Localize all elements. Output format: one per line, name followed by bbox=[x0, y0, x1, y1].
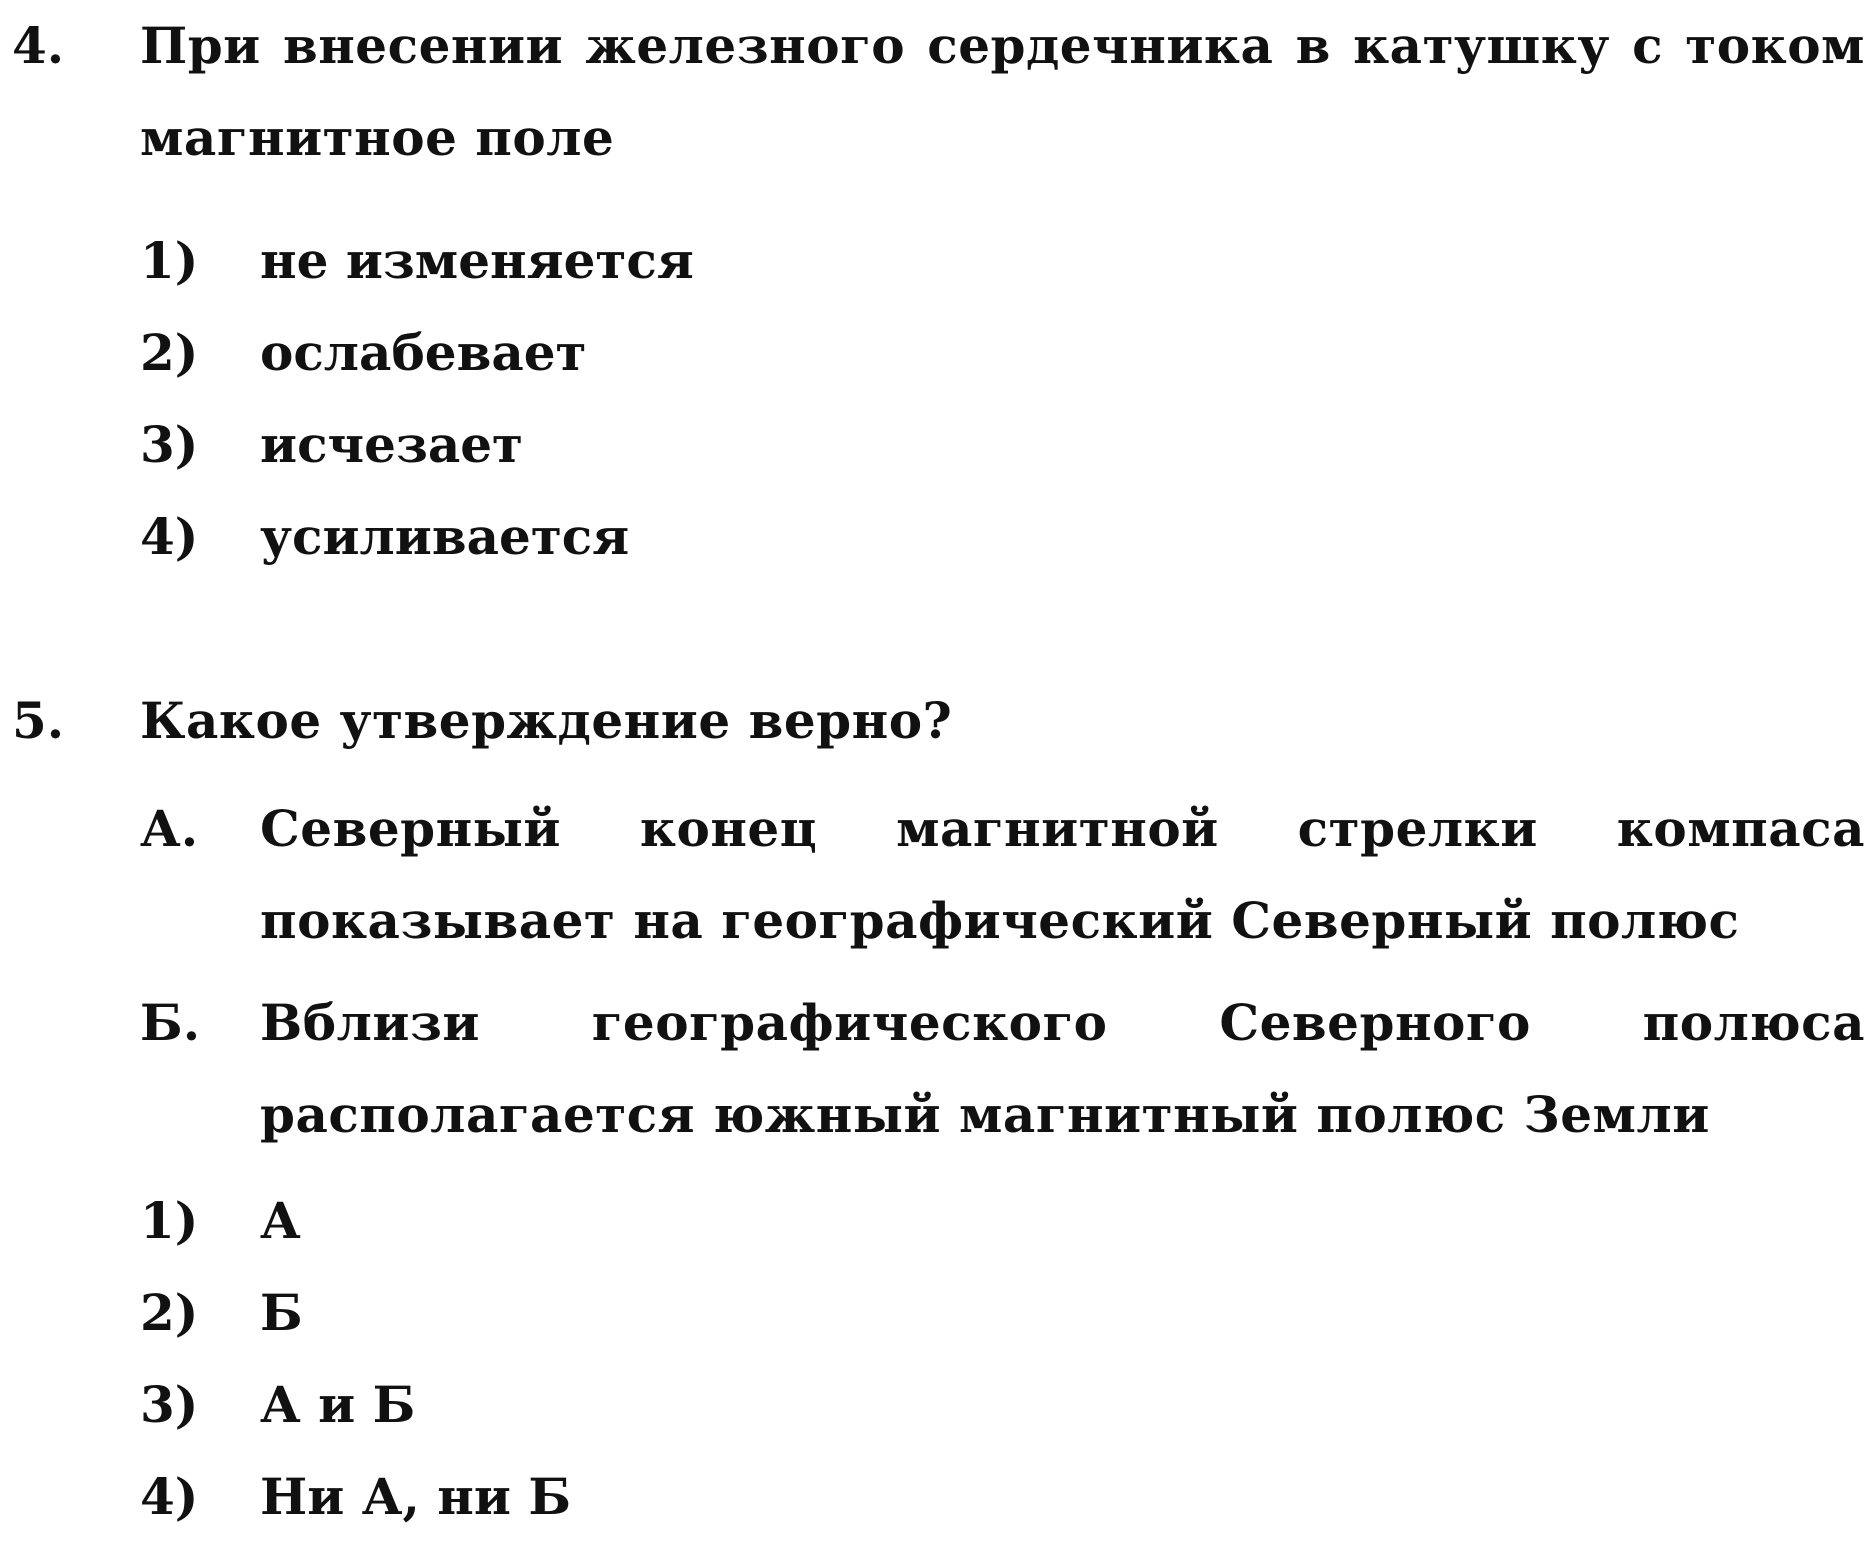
answer-number: 2) bbox=[140, 323, 199, 382]
answer-option[interactable] bbox=[140, 1451, 1140, 1543]
answer-number: 2) bbox=[140, 1283, 199, 1342]
answer-text: исчезает bbox=[260, 415, 524, 474]
statement-a bbox=[140, 783, 1865, 967]
question-text: Какое утверждение верно? bbox=[140, 691, 953, 750]
statement-text: Северный конец магнитной стрелки компаса показывает на географический Северный полюс bbox=[260, 799, 1865, 950]
statement-list bbox=[140, 783, 1865, 1171]
answer-number: 4) bbox=[140, 507, 199, 566]
question-text-line-1: При внесении железного сердечника в катушку с током bbox=[140, 16, 1865, 75]
answer-number: 1) bbox=[140, 1191, 199, 1250]
answer-number: 3) bbox=[140, 1375, 199, 1434]
statement-b bbox=[140, 977, 1865, 1161]
answer-text: Ни А, ни Б bbox=[260, 1467, 572, 1526]
answer-option[interactable] bbox=[140, 215, 1140, 307]
answer-option[interactable] bbox=[140, 399, 1140, 491]
answer-text: ослабевает bbox=[260, 323, 587, 382]
answer-option[interactable] bbox=[140, 491, 1140, 583]
answer-number: 3) bbox=[140, 415, 199, 474]
answer-option[interactable] bbox=[140, 307, 1140, 399]
answer-option[interactable] bbox=[140, 1267, 1140, 1359]
statement-text: Вблизи географического Северного полюса располагается южный магнитный полюс Земли bbox=[260, 993, 1865, 1144]
answer-option[interactable] bbox=[140, 1359, 1140, 1451]
answer-list bbox=[140, 215, 1140, 583]
question-number: 4. bbox=[12, 16, 65, 75]
answer-text: А bbox=[260, 1191, 301, 1250]
answer-text: Б bbox=[260, 1283, 303, 1342]
answer-number: 4) bbox=[140, 1467, 199, 1526]
answer-text: А и Б bbox=[260, 1375, 416, 1434]
answer-number: 1) bbox=[140, 231, 199, 290]
question-number: 5. bbox=[12, 691, 65, 750]
statement-letter: Б. bbox=[140, 993, 201, 1052]
question-text bbox=[140, 0, 1865, 184]
answer-list bbox=[140, 1175, 1140, 1543]
statement-letter: А. bbox=[140, 799, 199, 858]
answer-text: усиливается bbox=[260, 507, 630, 566]
answer-option[interactable] bbox=[140, 1175, 1140, 1267]
question-text-line-2: магнитное поле bbox=[140, 108, 615, 167]
answer-text: не изменяется bbox=[260, 231, 694, 290]
